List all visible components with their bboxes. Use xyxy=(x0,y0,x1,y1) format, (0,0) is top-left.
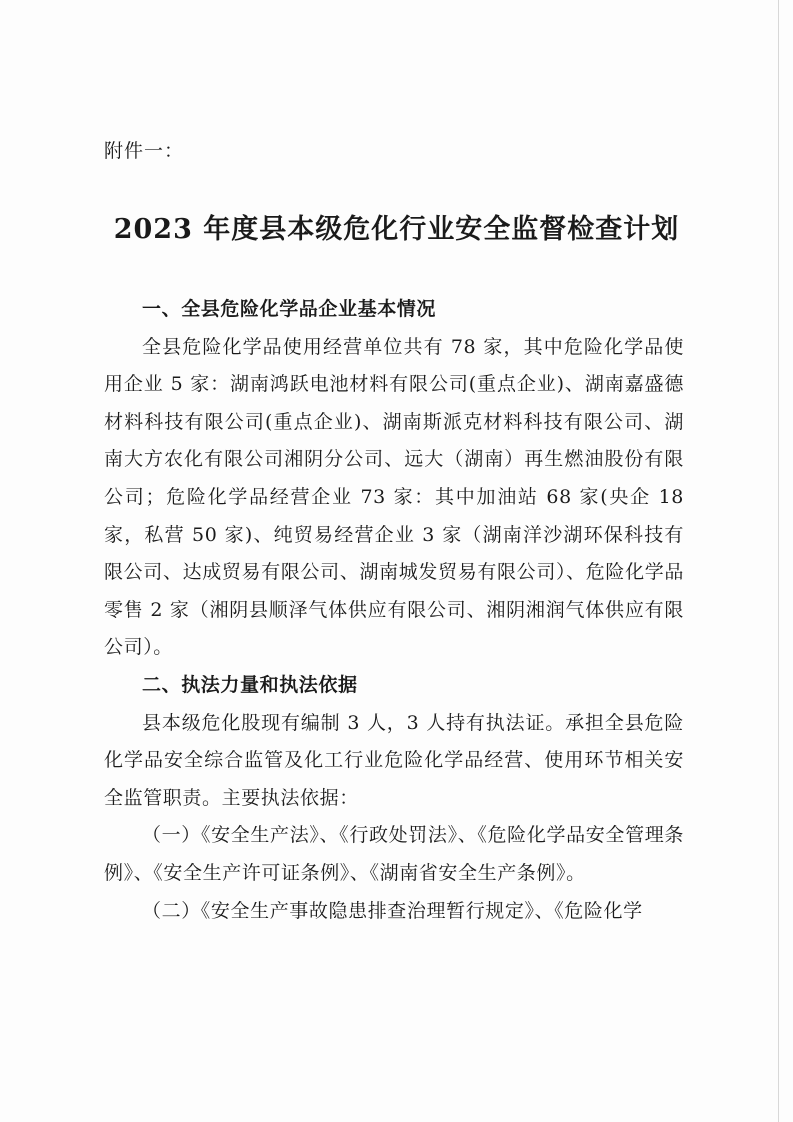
document-title: 2023 年度县本级危化行业安全监督检查计划 xyxy=(113,214,680,245)
section-1-paragraph: 全县危险化学品使用经营单位共有 78 家，其中危险化学品使用企业 5 家：湖南鸿跃电池材料有限公司(重点企业)、湖南嘉盛德材料科技有限公司(重点企业)、湖南斯派克材料科技有限公司、湖南大方农化有限公司湘阴分公司、远大（湖南）再生燃油股份有限公司；危险化学品经营企业 73 家：其中加油站 68 家(央企 18 家，私营 50 家)、纯贸易经营企业 3 家（湖南洋沙湖环保科技有限公司、达成贸易有限公司、湖南城发贸易有限公司）、危险化学品零售 2 家（湘阴县顺泽气体供应有限公司、湘阴湘润气体供应有限公司）。 xyxy=(104,335,684,659)
section-1-heading: 一、全县危险化学品企业基本情况 xyxy=(142,298,437,320)
scan-edge-line xyxy=(778,0,779,1122)
section-2-paragraph-3: （二）《安全生产事故隐患排查治理暂行规定》、《危险化学 xyxy=(142,899,643,922)
document-body xyxy=(104,291,684,930)
attachment-label: 附件一： xyxy=(104,140,185,162)
section-2-paragraph-1: 县本级危化股现有编制 3 人，3 人持有执法证。承担全县危险化学品安全综合监管及化工行业危险化学品经营、使用环节相关安全监管职责。主要执法依据： xyxy=(104,711,684,809)
section-2-heading: 二、执法力量和执法依据 xyxy=(142,673,358,696)
section-2-paragraph-2: （一）《安全生产法》、《行政处罚法》、《危险化学品安全管理条例》、《安全生产许可证条例》、《湖南省安全生产条例》。 xyxy=(104,824,684,884)
